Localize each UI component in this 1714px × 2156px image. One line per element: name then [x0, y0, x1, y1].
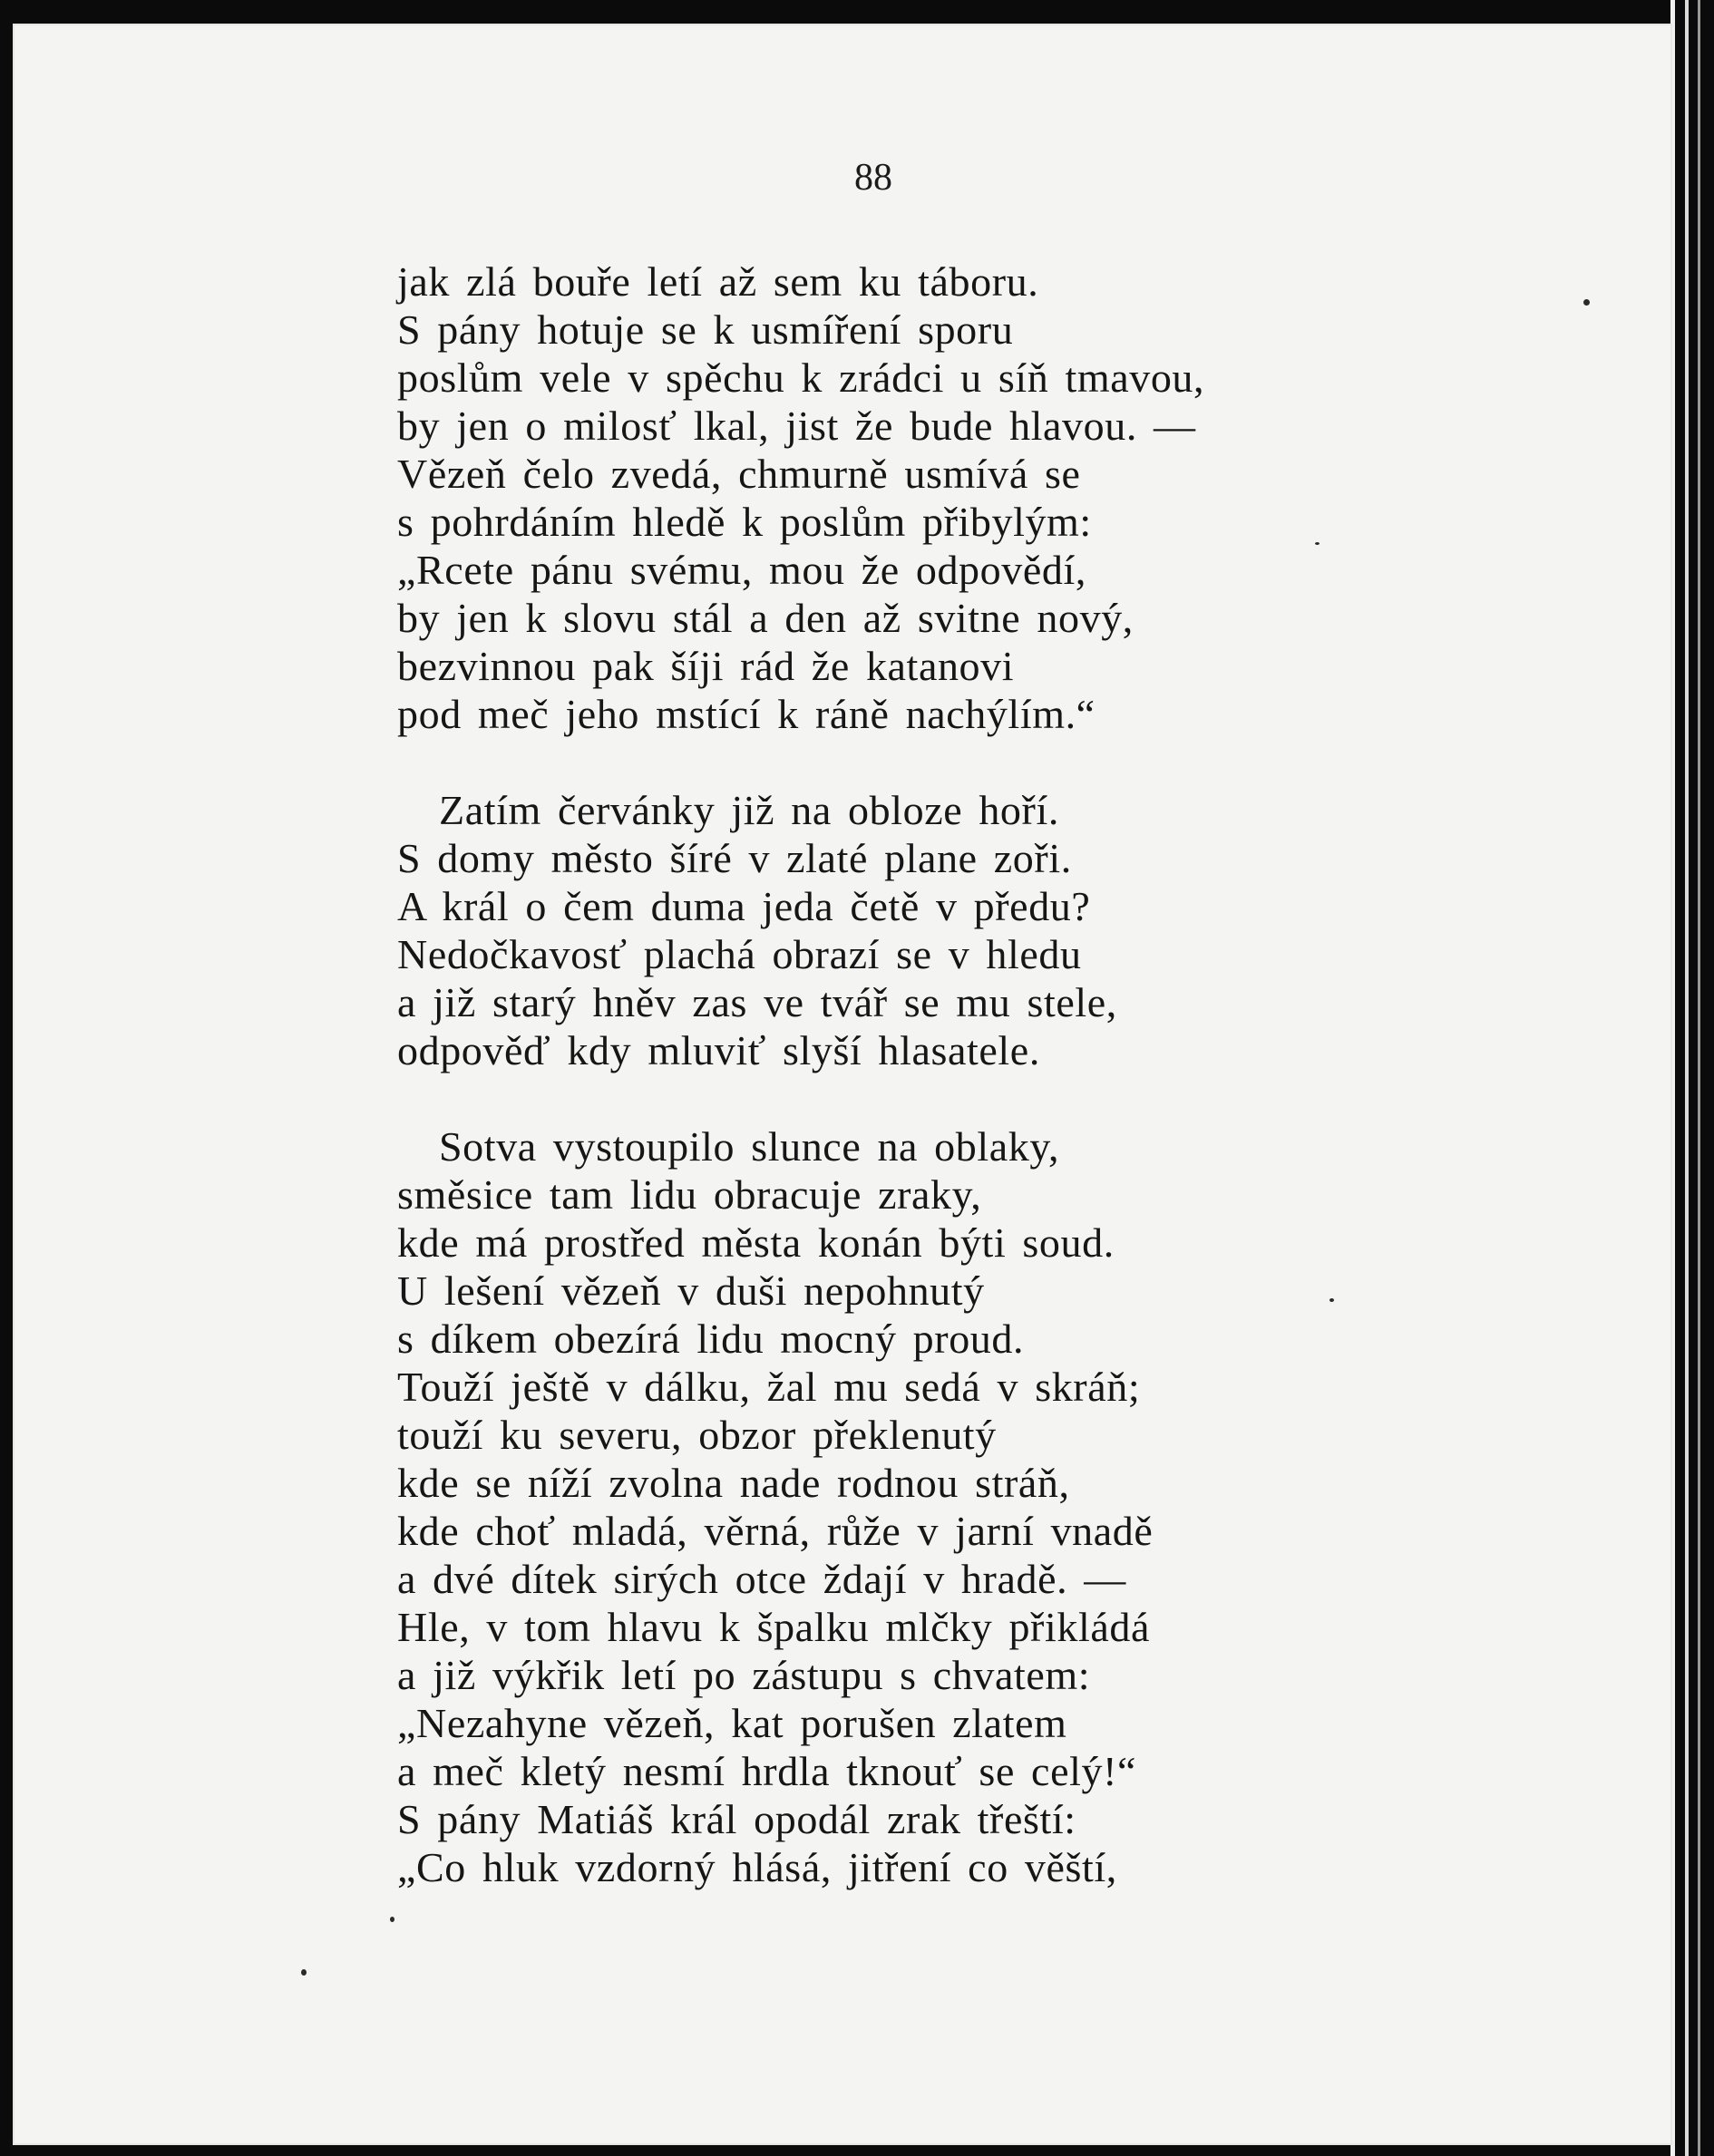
verse-line: a dvé dítek sirých otce ždají v hradě. — — [397, 1556, 1126, 1602]
verse-line: S pány Matiáš král opodál zrak třeští: — [397, 1796, 1076, 1842]
page-number: 88 — [854, 157, 892, 199]
verse-line: Nedočkavosť plachá obrazí se v hledu — [397, 931, 1082, 977]
page-edge-stack — [1698, 0, 1700, 2156]
verse-line: by jen k slovu stál a den až svitne nový, — [397, 595, 1134, 641]
paper-speck — [390, 1917, 394, 1922]
verse-line: S pány hotuje se k usmíření sporu — [397, 306, 1014, 353]
verse-line: s díkem obezírá lidu mocný proud. — [397, 1316, 1025, 1362]
verse-line: Zatím červánky již na obloze hoří. — [439, 787, 1059, 833]
stanza — [397, 1122, 1467, 1891]
verse-line: Touží ještě v dálku, žal mu sedá v skráň; — [397, 1364, 1141, 1410]
verse-line: odpověď kdy mluviť slyší hlasatele. — [397, 1027, 1040, 1073]
verse-line: a již výkřik letí po zástupu s chvatem: — [397, 1652, 1091, 1698]
paper-speck — [301, 1969, 307, 1976]
verse-line: směsice tam lidu obracuje zraky, — [397, 1171, 982, 1218]
verse-line: touží ku severu, obzor překlenutý — [397, 1412, 997, 1458]
verse-line: a meč kletý nesmí hrdla tknouť se celý!“ — [397, 1748, 1137, 1794]
verse-line: kde má prostřed města konán býti soud. — [397, 1219, 1115, 1266]
verse-line: bezvinnou pak šíji rád že katanovi — [397, 643, 1015, 689]
stanza — [397, 786, 1467, 1074]
verse-line: U lešení vězeň v duši nepohnutý — [397, 1267, 985, 1314]
verse-line: „Rcete pánu svému, mou že odpovědí, — [397, 547, 1086, 593]
page-edge-stack — [1685, 0, 1689, 2156]
verse-line: „Co hluk vzdorný hlásá, jitření co věští, — [397, 1844, 1117, 1890]
poem-text — [397, 257, 1467, 1891]
verse-line: s pohrdáním hledě k poslům přibylým: — [397, 499, 1092, 545]
verse-line: S domy město šíré v zlaté plane zoři. — [397, 835, 1072, 881]
verse-line: poslům vele v spěchu k zrádci u síň tmavou, — [397, 354, 1205, 401]
verse-line: pod meč jeho mstící k ráně nachýlím.“ — [397, 691, 1096, 737]
stanza — [397, 257, 1467, 738]
verse-line: Vězeň čelo zvedá, chmurně usmívá se — [397, 451, 1081, 497]
verse-line: Hle, v tom hlavu k špalku mlčky přikládá — [397, 1604, 1150, 1650]
verse-line: by jen o milosť lkal, jist že bude hlavou. — — [397, 403, 1196, 449]
verse-line: a již starý hněv zas ve tvář se mu stele, — [397, 979, 1117, 1025]
verse-line: A král o čem duma jeda četě v předu? — [397, 883, 1091, 929]
verse-line: kde se níží zvolna nade rodnou stráň, — [397, 1460, 1070, 1506]
verse-line: jak zlá bouře letí až sem ku táboru. — [397, 258, 1039, 305]
paper-speck — [1583, 299, 1590, 306]
verse-line: „Nezahyne vězeň, kat porušen zlatem — [397, 1700, 1067, 1746]
verse-line: kde choť mladá, věrná, růže v jarní vnadě — [397, 1508, 1154, 1554]
verse-line: Sotva vystoupilo slunce na oblaky, — [439, 1123, 1060, 1170]
